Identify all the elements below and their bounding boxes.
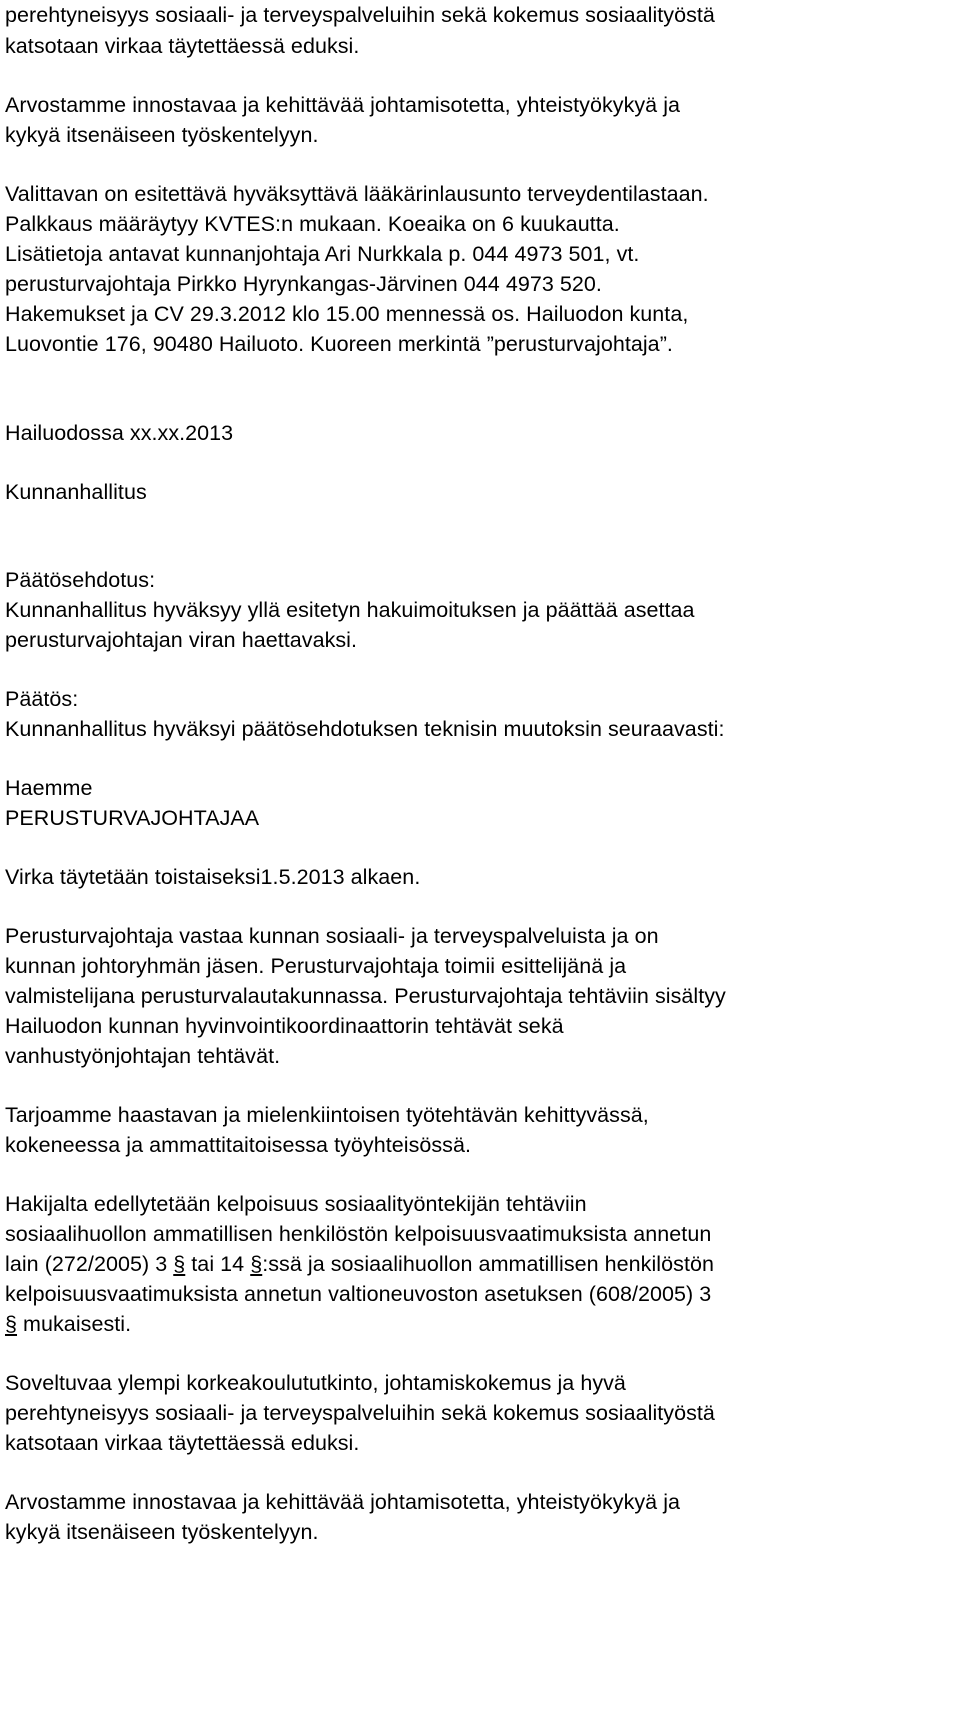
ad-para-line: kunnan johtoryhmän jäsen. Perusturvajohtaja toimii esittelijänä ja <box>5 954 627 978</box>
intro-line: Luovontie 176, 90480 Hailuoto. Kuoreen merkintä ”perusturvajohtaja”. <box>5 332 673 356</box>
intro-line: perusturvajohtaja Pirkko Hyrynkangas-Järvinen 044 4973 520. <box>5 272 602 296</box>
board-name: Kunnanhallitus <box>5 480 147 504</box>
ad-para-line: kelpoisuusvaatimuksista annetun valtioneuvoston asetuksen (608/2005) 3 <box>5 1282 712 1306</box>
ad-para-line: Hakijalta edellytetään kelpoisuus sosiaalityöntekijän tehtäviin <box>5 1192 587 1216</box>
section-sign: § <box>173 1252 186 1276</box>
ad-para-line: Perusturvajohtaja vastaa kunnan sosiaali- ja terveyspalveluista ja on <box>5 924 659 948</box>
intro-line: Valittavan on esitettävä hyväksyttävä lääkärinlausunto terveydentilastaan. <box>5 182 709 206</box>
decision-heading: Päätös: <box>5 687 79 711</box>
ad-heading-title: PERUSTURVAJOHTAJAA <box>5 806 260 830</box>
section-sign: § <box>5 1312 18 1336</box>
ad-para-line: valmistelijana perusturvalautakunnassa. Perusturvajohtaja tehtäviin sisältyy <box>5 984 726 1008</box>
intro-line: Arvostamme innostavaa ja kehittävää johtamisotetta, yhteistyökykyä ja <box>5 93 681 117</box>
place-date: Hailuodossa xx.xx.2013 <box>5 421 234 445</box>
ad-para-line <box>5 1251 714 1277</box>
ad-para-line <box>5 1311 131 1337</box>
ad-term: Virka täytetään toistaiseksi1.5.2013 alkaen. <box>5 865 421 889</box>
intro-line: Palkkaus määräytyy KVTES:n mukaan. Koeaika on 6 kuukautta. <box>5 212 620 236</box>
text-run: mukaisesti. <box>17 1312 132 1336</box>
text-run: :ssä ja sosiaalihuollon ammatillisen henkilöstön <box>262 1252 714 1276</box>
intro-line: Lisätietoja antavat kunnanjohtaja Ari Nurkkala p. 044 4973 501, vt. <box>5 242 640 266</box>
proposal-heading: Päätösehdotus: <box>5 568 156 592</box>
ad-para-line: kykyä itsenäiseen työskentelyyn. <box>5 1520 319 1544</box>
text-run: tai 14 <box>185 1252 251 1276</box>
proposal-line: Kunnanhallitus hyväksyy yllä esitetyn hakuimoituksen ja päättää asettaa <box>5 598 695 622</box>
intro-line: kykyä itsenäiseen työskentelyyn. <box>5 123 319 147</box>
ad-para-line: katsotaan virkaa täytettäessä eduksi. <box>5 1431 360 1455</box>
intro-line: perehtyneisyys sosiaali- ja terveyspalveluihin sekä kokemus sosiaalityöstä <box>5 3 715 27</box>
proposal-line: perusturvajohtajan viran haettavaksi. <box>5 628 358 652</box>
ad-para-line: perehtyneisyys sosiaali- ja terveyspalveluihin sekä kokemus sosiaalityöstä <box>5 1401 715 1425</box>
ad-para-line: kokeneessa ja ammattitaitoisessa työyhteisössä. <box>5 1133 472 1157</box>
ad-para-line: Hailuodon kunnan hyvinvointikoordinaattorin tehtävät sekä <box>5 1014 564 1038</box>
ad-para-line: Tarjoamme haastavan ja mielenkiintoisen työtehtävän kehittyvässä, <box>5 1103 649 1127</box>
section-sign: § <box>250 1252 263 1276</box>
ad-para-line: Soveltuvaa ylempi korkeakoulututkinto, johtamiskokemus ja hyvä <box>5 1371 626 1395</box>
ad-para-line: Arvostamme innostavaa ja kehittävää johtamisotetta, yhteistyökykyä ja <box>5 1490 681 1514</box>
intro-line: katsotaan virkaa täytettäessä eduksi. <box>5 34 360 58</box>
intro-line: Hakemukset ja CV 29.3.2012 klo 15.00 mennessä os. Hailuodon kunta, <box>5 302 689 326</box>
ad-para-line: sosiaalihuollon ammatillisen henkilöstön kelpoisuusvaatimuksista annetun <box>5 1222 712 1246</box>
decision-text: Kunnanhallitus hyväksyi päätösehdotuksen teknisin muutoksin seuraavasti: <box>5 717 725 741</box>
text-run: lain (272/2005) 3 <box>5 1252 174 1276</box>
ad-heading-haemme: Haemme <box>5 776 93 800</box>
ad-para-line: vanhustyönjohtajan tehtävät. <box>5 1044 281 1068</box>
